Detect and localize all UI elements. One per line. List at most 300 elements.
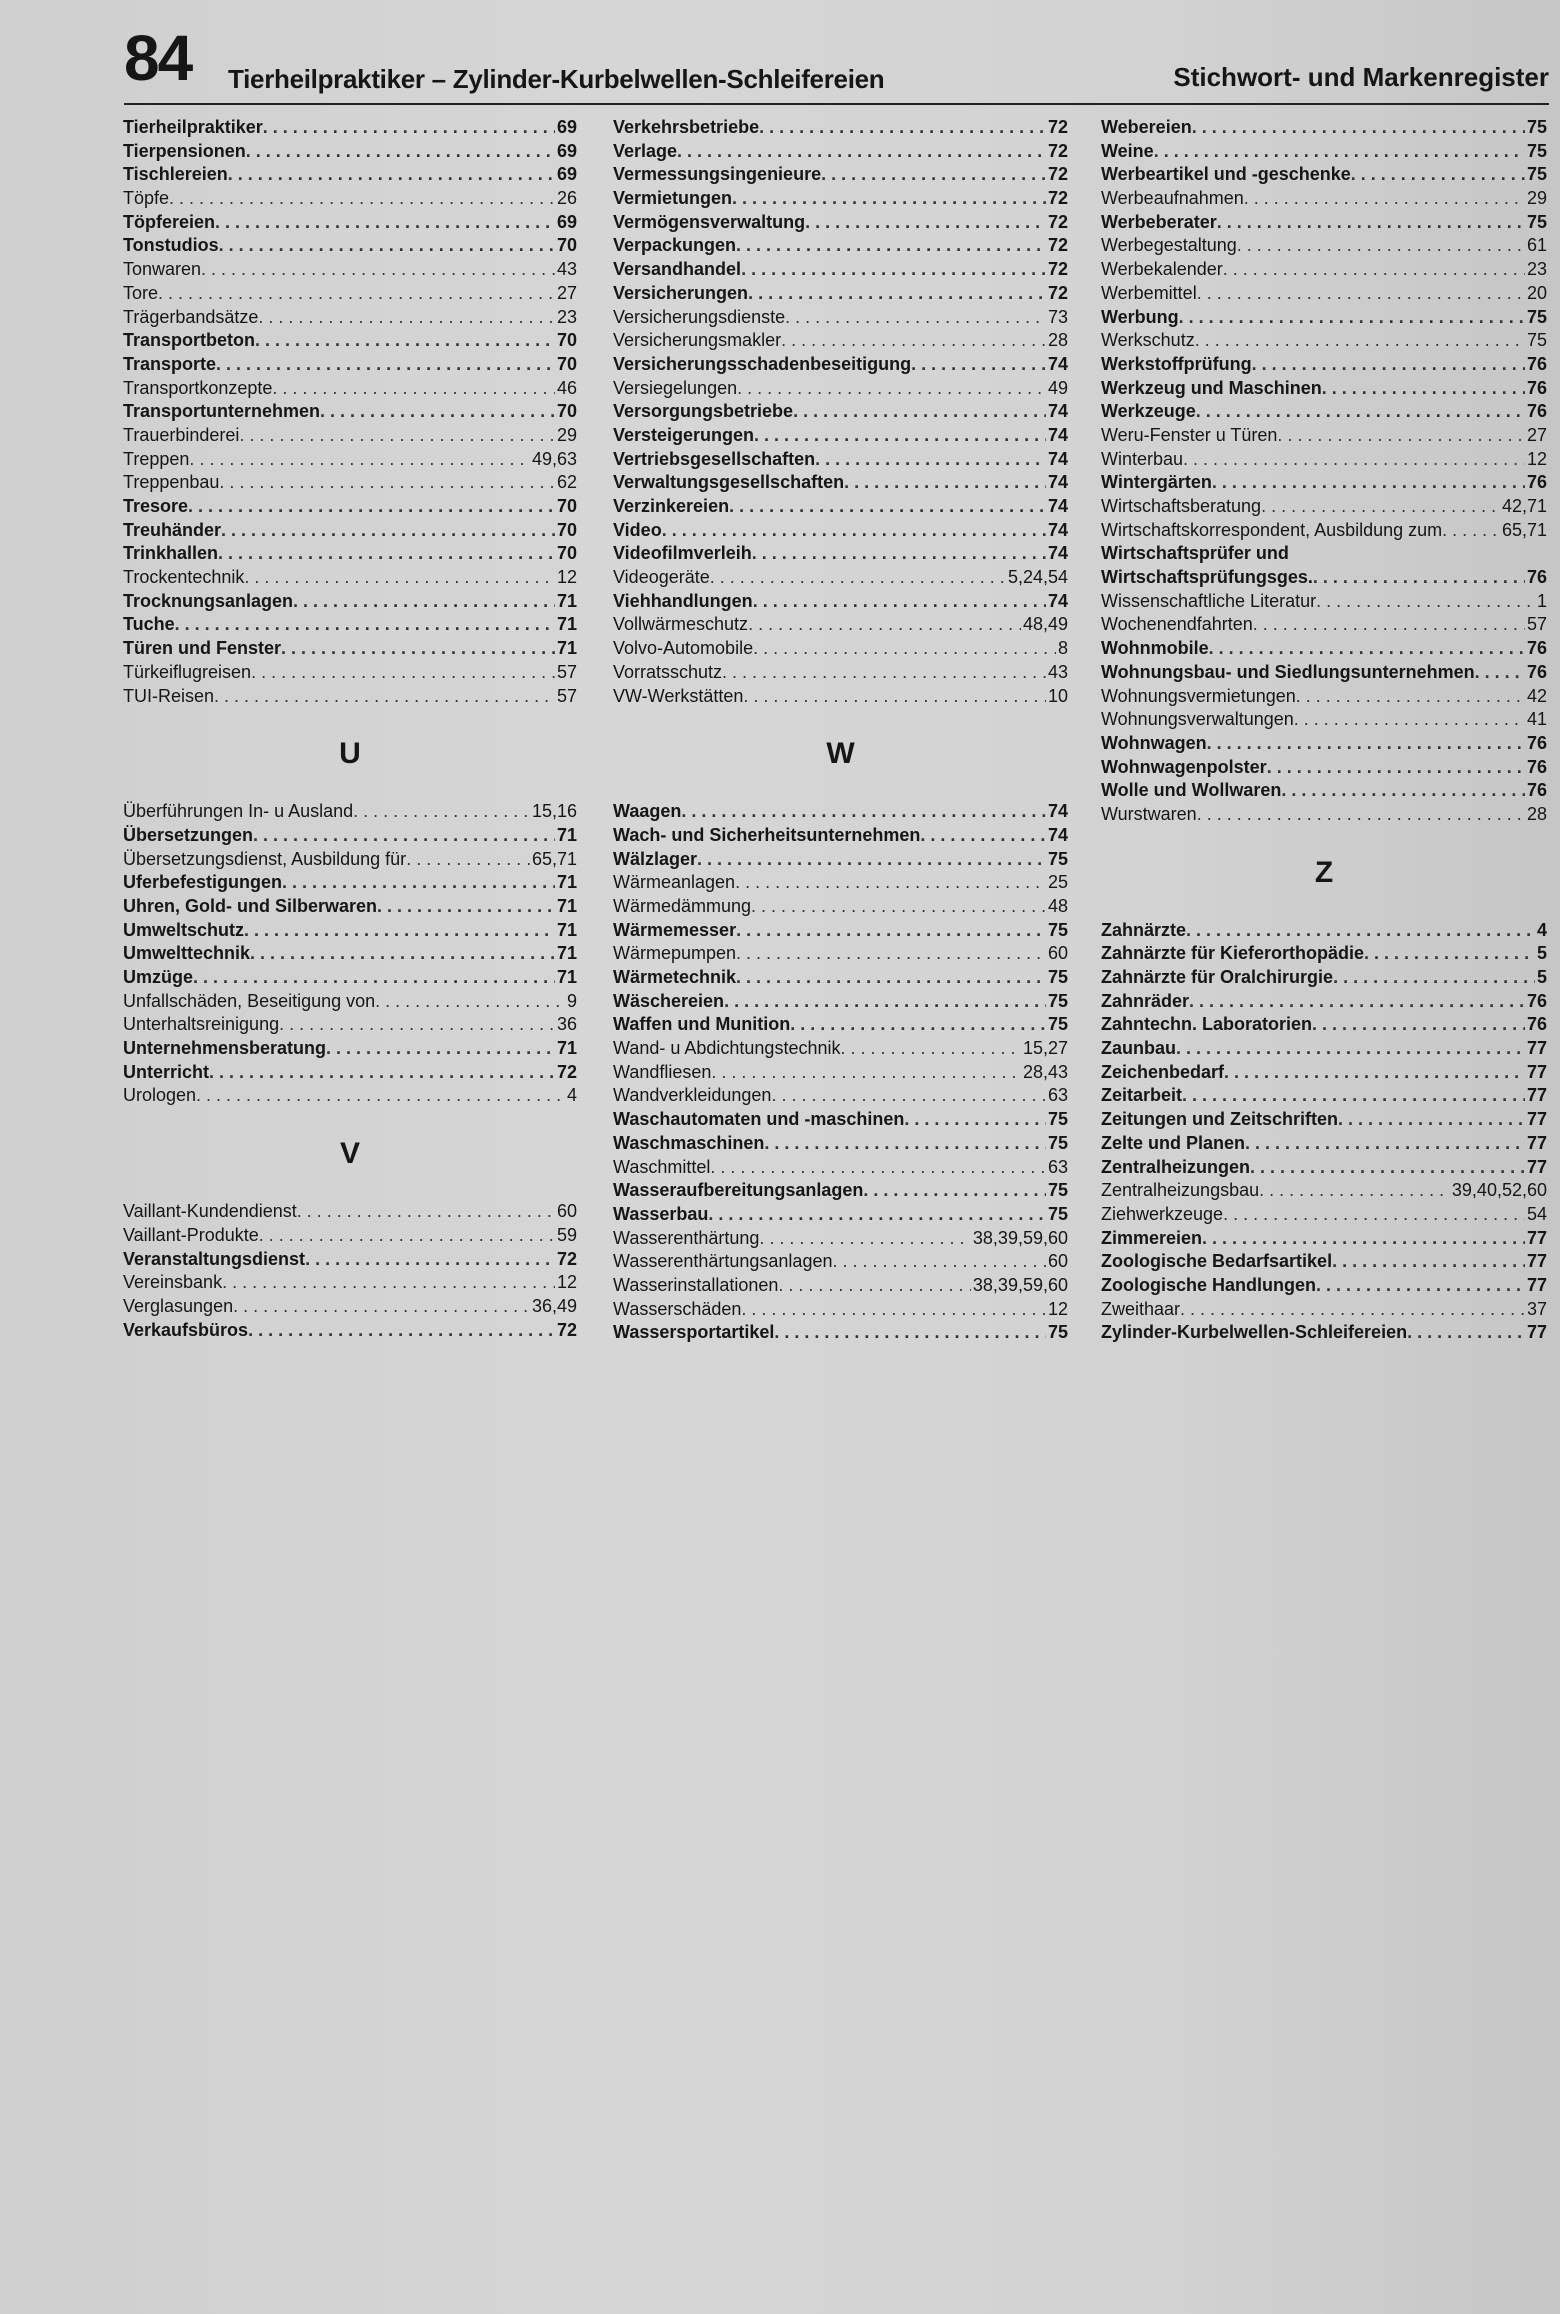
entry-term: Versorgungsbetriebe <box>613 401 794 422</box>
entry-term: Wohnungsbau- und Siedlungsunternehmen <box>1101 661 1475 682</box>
index-entry <box>613 966 1068 990</box>
index-entry <box>613 424 1068 448</box>
index-entry <box>613 1274 1068 1298</box>
entry-term: Vermietungen <box>613 188 733 209</box>
dot-leader <box>244 566 555 590</box>
index-entry <box>123 613 577 637</box>
index-entry <box>613 1084 1068 1108</box>
entry-page-ref: 77 <box>1526 1156 1547 1177</box>
index-entry <box>1101 1179 1547 1203</box>
entry-term: Tore <box>123 282 159 303</box>
index-entry <box>613 495 1068 519</box>
entry-page-ref: 37 <box>1526 1298 1547 1319</box>
entry-page-ref: 39,40,52,60 <box>1451 1180 1547 1201</box>
entry-term: Verwaltungsgesellschaften <box>613 472 845 493</box>
entry-term: Vermessungsingenieure <box>613 164 822 185</box>
entry-term: Wirtschaftsberatung <box>1101 496 1262 516</box>
index-entry <box>123 848 577 872</box>
entry-term: Versiegelungen <box>613 377 738 398</box>
page-title: Tierheilpraktiker – Zylinder-Kurbelwellen-Schleifereien <box>228 64 885 94</box>
entry-page-ref: 74 <box>1047 590 1068 611</box>
index-entry <box>123 661 577 685</box>
entry-page-ref: 73 <box>1047 306 1068 327</box>
dot-leader <box>233 1295 530 1319</box>
dot-leader <box>741 1298 1046 1322</box>
dot-leader <box>840 1037 1020 1061</box>
entry-term: Transportbeton <box>123 330 256 351</box>
entry-page-ref: 9 <box>566 990 577 1011</box>
entry-page-ref: 5 <box>1536 943 1547 964</box>
entry-page-ref: 75 <box>1047 1109 1068 1130</box>
index-entry <box>613 637 1068 661</box>
entry-term: Werkschutz <box>1101 330 1195 351</box>
dot-leader <box>169 187 555 211</box>
index-entry <box>1101 211 1547 235</box>
entry-term: Verpackungen <box>613 235 737 256</box>
dot-leader <box>377 895 555 919</box>
entry-term: Tonstudios <box>123 235 219 256</box>
entry-term: Wirtschaftskorrespondent, Ausbildung zum <box>1101 519 1443 540</box>
dot-leader <box>1179 306 1525 330</box>
entry-term: Türen und Fenster <box>123 638 282 659</box>
index-entry <box>613 1108 1068 1132</box>
dot-leader <box>1281 779 1525 803</box>
dot-leader <box>1296 685 1525 709</box>
dot-leader <box>1197 282 1525 306</box>
entry-page-ref: 12 <box>1047 1298 1068 1319</box>
index-entry <box>123 895 577 919</box>
entry-term: Trauerbinderei <box>123 424 240 445</box>
entry-page-ref: 74 <box>1047 543 1068 564</box>
index-entry <box>1101 140 1547 164</box>
dot-leader <box>189 448 530 472</box>
dot-leader <box>219 471 555 495</box>
index-entry <box>1101 566 1547 590</box>
entry-term: Werkzeug und Maschinen <box>1101 377 1322 398</box>
entry-page-ref: 26 <box>556 188 577 209</box>
entry-term: Tierheilpraktiker <box>123 117 263 137</box>
entry-term: Waagen <box>613 801 682 822</box>
entry-page-ref: 77 <box>1526 1322 1547 1343</box>
dot-leader <box>1351 163 1525 187</box>
dot-leader <box>697 848 1046 872</box>
dot-leader <box>326 1037 555 1061</box>
entry-page-ref: 74 <box>1047 519 1068 540</box>
dot-leader <box>1212 471 1525 495</box>
dot-leader <box>1244 187 1525 211</box>
index-entry <box>123 140 577 164</box>
dot-leader <box>263 116 555 140</box>
entry-page-ref: 71 <box>556 967 577 987</box>
dot-leader <box>253 824 555 848</box>
entry-term: Zahnräder <box>1101 990 1190 1011</box>
dot-leader <box>1313 566 1525 590</box>
dot-leader <box>250 942 555 966</box>
dot-leader <box>258 306 555 330</box>
entry-term: Werbegestaltung <box>1101 235 1237 256</box>
entry-term: Übersetzungsdienst, Ausbildung für <box>123 848 407 869</box>
entry-term: Türkeiflugreisen <box>123 661 252 682</box>
dot-leader <box>1176 1037 1525 1061</box>
index-entry <box>1101 282 1547 306</box>
entry-term: Überführungen In- u Ausland <box>123 801 354 822</box>
dot-leader <box>1180 1298 1525 1322</box>
entry-page-ref: 75 <box>1047 1132 1068 1153</box>
entry-page-ref: 12 <box>1526 448 1547 469</box>
index-entry <box>1101 448 1547 472</box>
dot-leader <box>748 613 1021 637</box>
dot-leader <box>724 990 1046 1014</box>
entry-term: Treppenbau <box>123 472 220 493</box>
dot-leader <box>293 590 555 614</box>
index-entry <box>613 990 1068 1014</box>
index-entry <box>613 1298 1068 1322</box>
entry-page-ref: 60 <box>1047 1251 1068 1272</box>
index-entry <box>123 990 577 1014</box>
index-entry <box>613 824 1068 848</box>
entry-term: Versicherungsschadenbeseitigung <box>613 353 912 374</box>
entry-page-ref: 74 <box>1047 472 1068 493</box>
dot-leader <box>736 919 1046 943</box>
dot-leader <box>1316 590 1535 614</box>
entry-page-ref: 74 <box>1047 353 1068 374</box>
dot-leader <box>821 163 1046 187</box>
dot-leader <box>771 1084 1046 1108</box>
dot-leader <box>1154 140 1525 164</box>
entry-term: Winterbau <box>1101 448 1184 469</box>
index-entry <box>123 377 577 401</box>
dot-leader <box>1223 1203 1525 1227</box>
entry-page-ref: 71 <box>556 614 577 635</box>
dot-leader <box>911 353 1046 377</box>
index-entry <box>1101 1203 1547 1227</box>
index-entry <box>123 1084 577 1108</box>
index-entry <box>1101 1227 1547 1251</box>
index-entry <box>613 1321 1068 1345</box>
entry-term: Weru-Fenster u Türen <box>1101 424 1278 445</box>
entry-term: Zeitungen und Zeitschriften <box>1101 1109 1338 1130</box>
entry-page-ref: 70 <box>556 496 577 516</box>
entry-page-ref: 4 <box>566 1085 577 1106</box>
dot-leader <box>239 424 555 448</box>
section-letter: W <box>826 737 855 771</box>
entry-term: Wintergärten <box>1101 472 1212 493</box>
entry-term: Trocknungsanlagen <box>123 590 294 611</box>
index-entry <box>1101 495 1547 519</box>
entry-page-ref: 75 <box>1526 211 1547 232</box>
entry-term: Wasserenthärtungsanlagen <box>613 1251 833 1272</box>
dot-leader <box>844 471 1046 495</box>
entry-page-ref: 75 <box>1047 848 1068 869</box>
entry-page-ref: 71 <box>556 872 577 893</box>
entry-page-ref: 71 <box>556 943 577 964</box>
entry-page-ref: 77 <box>1526 1085 1547 1106</box>
entry-term: Wasserschäden <box>613 1298 742 1319</box>
entry-page-ref: 75 <box>1047 967 1068 987</box>
entry-page-ref: 75 <box>1526 164 1547 185</box>
index-entry <box>613 329 1068 353</box>
dot-leader <box>722 661 1046 685</box>
index-entry <box>123 871 577 895</box>
index-entry <box>613 685 1068 709</box>
entry-term: Zweithaar <box>1101 1298 1181 1319</box>
entry-page-ref: 12 <box>556 1272 577 1293</box>
entry-page-ref: 72 <box>1047 188 1068 209</box>
dot-leader <box>297 1200 555 1224</box>
entry-page-ref: 72 <box>1047 117 1068 137</box>
index-entry <box>123 919 577 943</box>
entry-page-ref: 76 <box>1526 353 1547 374</box>
index-column-3 <box>1101 116 1547 1345</box>
entry-term: Tuche <box>123 614 175 635</box>
index-entry <box>613 448 1068 472</box>
entry-term: Vorratsschutz <box>613 661 723 682</box>
entry-page-ref: 76 <box>1526 732 1547 753</box>
entry-term: Wirtschaftsprüfer und <box>1101 543 1289 564</box>
index-entry <box>613 566 1068 590</box>
entry-term: Versicherungsdienste <box>613 306 786 327</box>
index-entry <box>1101 779 1547 803</box>
entry-page-ref: 76 <box>1526 1014 1547 1035</box>
index-entry <box>1101 1321 1547 1345</box>
entry-page-ref: 76 <box>1526 990 1547 1011</box>
entry-page-ref: 57 <box>1526 614 1547 635</box>
dot-leader <box>1442 519 1500 543</box>
index-entry <box>1101 258 1547 282</box>
dot-leader <box>214 685 555 709</box>
dot-leader <box>1223 258 1525 282</box>
index-entry <box>1101 542 1547 566</box>
index-entry <box>1101 1250 1547 1274</box>
dot-leader <box>863 1179 1046 1203</box>
dot-leader <box>1186 919 1535 943</box>
index-entry <box>123 1013 577 1037</box>
entry-term: Tonwaren <box>123 259 202 280</box>
entry-term: Verglasungen <box>123 1295 234 1316</box>
index-entry <box>123 1295 577 1319</box>
index-entry <box>1101 732 1547 756</box>
entry-term: Wohnungsvermietungen <box>1101 685 1296 706</box>
entry-term: Zoologische Handlungen <box>1101 1274 1316 1295</box>
entry-term: Vaillant-Produkte <box>123 1224 259 1245</box>
dot-leader <box>1250 1156 1525 1180</box>
entry-term: Wälzlager <box>613 848 698 869</box>
entry-term: Zahnärzte <box>1101 919 1187 940</box>
dot-leader <box>1197 803 1525 827</box>
header-rule <box>124 103 1549 105</box>
index-entry <box>1101 637 1547 661</box>
index-entry <box>123 471 577 495</box>
entry-term: Trinkhallen <box>123 543 219 564</box>
entry-page-ref: 49 <box>1047 377 1068 398</box>
entry-page-ref: 75 <box>1526 117 1547 137</box>
entry-term: Wasserinstallationen <box>613 1274 779 1295</box>
entry-term: Wirtschaftsprüfungsges. <box>1101 567 1313 588</box>
entry-page-ref: 71 <box>556 824 577 845</box>
entry-term: Werbemittel <box>1101 282 1197 303</box>
index-entry <box>123 258 577 282</box>
entry-page-ref: 75 <box>1047 1203 1068 1224</box>
dot-leader <box>1259 1179 1450 1203</box>
entry-page-ref: 36 <box>556 1014 577 1035</box>
index-entry <box>1101 613 1547 637</box>
entry-term: Umweltschutz <box>123 919 245 940</box>
entry-term: Versicherungsmakler <box>613 330 782 351</box>
dot-leader <box>1267 756 1525 780</box>
index-entry <box>613 140 1068 164</box>
dot-leader <box>711 1061 1021 1085</box>
entry-page-ref: 76 <box>1526 638 1547 659</box>
entry-page-ref: 74 <box>1047 824 1068 845</box>
index-entry <box>1101 400 1547 424</box>
entry-page-ref: 77 <box>1526 1038 1547 1059</box>
entry-page-ref: 69 <box>556 211 577 232</box>
dot-leader <box>196 1084 565 1108</box>
entry-page-ref: 75 <box>1047 919 1068 940</box>
dot-leader <box>1475 661 1525 685</box>
index-entry <box>1101 1084 1547 1108</box>
index-entry <box>1101 424 1547 448</box>
entry-term: Uhren, Gold- und Silberwaren <box>123 895 378 916</box>
entry-term: Zeitarbeit <box>1101 1085 1183 1106</box>
entry-term: Wochenendfahrten <box>1101 614 1253 635</box>
entry-page-ref: 5,24,54 <box>1007 567 1068 588</box>
entry-page-ref: 23 <box>1526 259 1547 280</box>
entry-term: Verkaufsbüros <box>123 1319 249 1340</box>
dot-leader <box>751 895 1046 919</box>
index-entry <box>123 234 577 258</box>
index-entry <box>613 661 1068 685</box>
index-entry <box>613 590 1068 614</box>
entry-page-ref: 57 <box>556 685 577 706</box>
index-entry <box>613 471 1068 495</box>
dot-leader <box>737 377 1046 401</box>
entry-page-ref: 60 <box>556 1201 577 1222</box>
entry-page-ref: 57 <box>556 661 577 682</box>
page-header <box>124 22 1549 102</box>
dot-leader <box>282 871 555 895</box>
entry-term: Unterricht <box>123 1061 210 1082</box>
entry-term: Wasserenthärtung <box>613 1227 760 1248</box>
dot-leader <box>1217 211 1525 235</box>
entry-page-ref: 70 <box>556 353 577 374</box>
entry-term: Werbeaufnahmen <box>1101 188 1244 209</box>
entry-term: Videogeräte <box>613 567 710 588</box>
index-entry <box>1101 471 1547 495</box>
entry-term: Wäschereien <box>613 990 725 1011</box>
entry-page-ref: 72 <box>1047 259 1068 280</box>
index-entry <box>123 306 577 330</box>
index-entry <box>613 187 1068 211</box>
entry-page-ref: 75 <box>1047 1322 1068 1343</box>
entry-term: Werbeartikel und -geschenke <box>1101 164 1351 185</box>
entry-page-ref: 77 <box>1526 1227 1547 1248</box>
entry-term: Werbung <box>1101 306 1179 327</box>
entry-term: Zentralheizungsbau <box>1101 1180 1260 1201</box>
entry-term: Versicherungen <box>613 282 749 303</box>
index-entry <box>613 1061 1068 1085</box>
entry-term: Webereien <box>1101 117 1192 137</box>
entry-page-ref: 69 <box>556 164 577 185</box>
entry-page-ref: 20 <box>1526 282 1547 303</box>
index-entry <box>123 282 577 306</box>
dot-leader <box>222 1271 555 1295</box>
entry-term: Zahnärzte für Kieferorthopädie <box>1101 943 1365 964</box>
dot-leader <box>1192 116 1525 140</box>
index-entry <box>1101 1108 1547 1132</box>
dot-leader <box>1316 1274 1525 1298</box>
entry-page-ref: 27 <box>1526 424 1547 445</box>
entry-page-ref: 75 <box>1526 306 1547 327</box>
dot-leader <box>215 211 555 235</box>
index-column-2 <box>613 116 1068 1345</box>
entry-term: Umwelttechnik <box>123 943 251 964</box>
entry-term: Zylinder-Kurbelwellen-Schleifereien <box>1101 1322 1408 1343</box>
entry-page-ref: 42,71 <box>1501 496 1547 516</box>
entry-page-ref: 42 <box>1526 685 1547 706</box>
dot-leader <box>1207 732 1525 756</box>
entry-page-ref: 71 <box>556 638 577 659</box>
dot-leader <box>1338 1108 1525 1132</box>
index-entry <box>123 1271 577 1295</box>
entry-term: Wärmepumpen <box>613 943 737 964</box>
dot-leader <box>805 211 1046 235</box>
entry-page-ref: 69 <box>556 117 577 137</box>
index-entry <box>1101 1274 1547 1298</box>
entry-page-ref: 75 <box>1047 1180 1068 1201</box>
entry-term: Werbekalender <box>1101 259 1223 280</box>
entry-page-ref: 76 <box>1526 377 1547 398</box>
dot-leader <box>201 258 555 282</box>
entry-term: Wohnungsverwaltungen <box>1101 709 1294 730</box>
index-entry <box>1101 163 1547 187</box>
dot-leader <box>259 1224 555 1248</box>
entry-page-ref: 75 <box>1047 990 1068 1011</box>
entry-term: Wand- u Abdichtungstechnik <box>613 1038 841 1059</box>
entry-page-ref: 76 <box>1526 661 1547 682</box>
dot-leader <box>193 966 555 990</box>
entry-page-ref: 70 <box>556 401 577 422</box>
index-entry <box>1101 685 1547 709</box>
index-entry <box>613 1227 1068 1251</box>
entry-term: Vaillant-Kundendienst <box>123 1201 297 1222</box>
entry-term: Übersetzungen <box>123 824 254 845</box>
dot-leader <box>375 990 565 1014</box>
index-entry <box>613 353 1068 377</box>
entry-page-ref: 75 <box>1047 1014 1068 1035</box>
entry-term: Zaunbau <box>1101 1038 1176 1059</box>
entry-term: Werkstoffprüfung <box>1101 353 1252 374</box>
entry-page-ref: 72 <box>1047 140 1068 161</box>
dot-leader <box>209 1061 555 1085</box>
entry-term: VW-Werkstätten <box>613 685 744 706</box>
dot-leader <box>832 1250 1045 1274</box>
section-letter: V <box>339 1137 360 1171</box>
entry-page-ref: 59 <box>556 1224 577 1245</box>
index-entry <box>123 542 577 566</box>
entry-page-ref: 71 <box>556 919 577 940</box>
entry-term: Video <box>613 519 662 540</box>
entry-page-ref: 71 <box>556 1038 577 1059</box>
dot-leader <box>1332 1250 1525 1274</box>
index-entry <box>613 848 1068 872</box>
dot-leader <box>406 848 530 872</box>
dot-leader <box>228 163 555 187</box>
index-entry <box>123 800 577 824</box>
dot-leader <box>904 1108 1046 1132</box>
index-entry <box>123 424 577 448</box>
entry-term: Waschmaschinen <box>613 1132 765 1153</box>
